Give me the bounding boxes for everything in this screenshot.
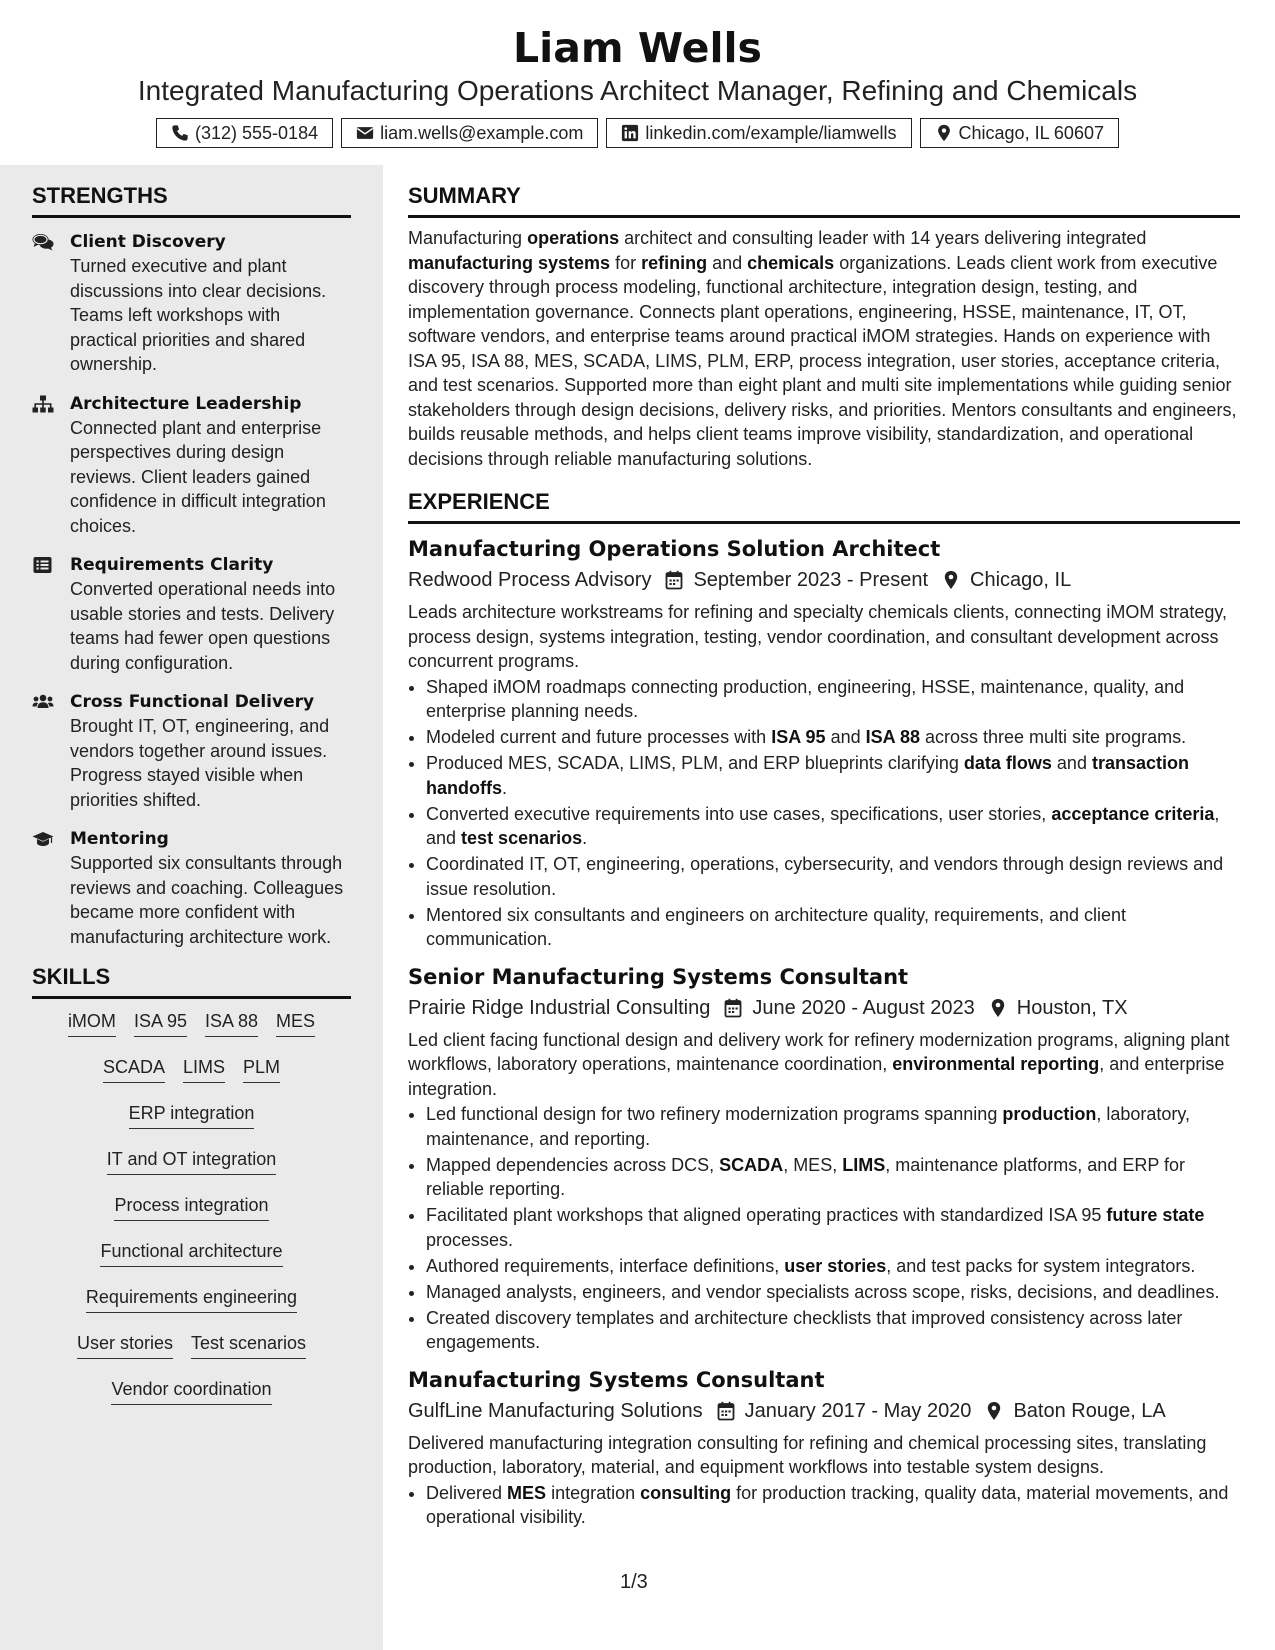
skill-tag: ERP integration	[129, 1101, 255, 1129]
skills-heading: SKILLS	[32, 964, 351, 999]
bold-text: LIMS	[842, 1154, 886, 1175]
list-alt-icon	[32, 556, 54, 574]
skill-tag: ISA 95	[134, 1009, 187, 1037]
skill-tag: Vendor coordination	[111, 1377, 271, 1405]
contact-location[interactable]	[920, 118, 1119, 148]
strengths-heading: STRENGTHS	[32, 183, 351, 218]
company-name: GulfLine Manufacturing Solutions	[408, 1399, 703, 1422]
text-run: processes.	[426, 1229, 514, 1250]
skill-tag: Functional architecture	[100, 1239, 282, 1267]
job-bullets	[408, 1102, 1240, 1355]
bullet-item	[426, 903, 1240, 952]
text-run: , MES,	[783, 1154, 843, 1175]
bold-text: ISA 88	[865, 727, 920, 747]
job-dates: June 2020 - August 2023	[752, 996, 975, 1019]
linkedin-icon	[621, 124, 639, 142]
job-title: Manufacturing Systems Consultant	[408, 1367, 825, 1392]
summary-heading: SUMMARY	[408, 183, 1240, 218]
job-entry	[408, 962, 1240, 1355]
sitemap-icon	[32, 395, 54, 413]
strength-name: Client Discovery	[70, 232, 226, 252]
skills-row	[42, 1101, 341, 1147]
skills-row	[42, 1239, 341, 1285]
text-run: Converted executive requirements into use cases, specifications, user stories,	[426, 803, 1052, 824]
bold-text: manufacturing systems	[408, 252, 611, 273]
bold-text: transaction handoffs	[426, 753, 1189, 798]
bold-text: test scenarios	[461, 828, 583, 848]
bullet-item	[426, 1254, 1240, 1279]
text-run: Mentored six consultants and engineers on architecture quality, requirements, and client communication.	[426, 904, 1127, 949]
job-meta	[408, 1395, 1240, 1427]
bold-text: future state	[1106, 1205, 1205, 1225]
text-run: Managed analysts, engineers, and vendor specialists across scope, risks, decisions, and deadlines.	[426, 1281, 1220, 1302]
skill-tag: MES	[276, 1009, 315, 1037]
experience-list	[408, 534, 1240, 1530]
strength-item	[32, 230, 351, 377]
text-run: for	[610, 252, 642, 273]
calendar-icon	[717, 1401, 735, 1421]
bullet-item	[426, 1203, 1240, 1252]
skill-tag: PLM	[243, 1055, 280, 1083]
text-run: Modeled current and future processes with	[426, 727, 772, 747]
bold-text: MES	[507, 1482, 547, 1503]
text-run: Shaped iMOM roadmaps connecting production, engineering, HSSE, maintenance, quality, and enterprise planning needs.	[426, 676, 1185, 721]
job-title: Manufacturing Operations Solution Architect	[408, 537, 941, 561]
envelope-icon	[356, 124, 374, 142]
text-run: and	[825, 727, 866, 747]
text-run: , and	[426, 803, 1220, 848]
job-meta	[408, 564, 1240, 596]
job-location: Baton Rouge, LA	[1013, 1399, 1166, 1422]
skill-tag: IT and OT integration	[107, 1147, 276, 1175]
text-run: Mapped dependencies across DCS,	[426, 1154, 720, 1175]
text-run: Delivered	[426, 1482, 508, 1503]
email-text: liam.wells@example.com	[380, 122, 584, 143]
skills-row	[42, 1009, 341, 1055]
strength-description: Brought IT, OT, engineering, and vendors together around issues. Progress stayed visible when priorities shifted.	[70, 716, 330, 810]
bold-text: environmental reporting	[892, 1054, 1100, 1074]
skill-tag: iMOM	[68, 1009, 116, 1037]
text-run: Led client facing functional design and delivery work for refinery modernization programs, aligning plant workflows, laboratory operations, maintenance coordination,	[408, 1029, 1230, 1074]
phone-icon	[171, 124, 189, 142]
strength-description: Turned executive and plant discussions into clear decisions. Teams left workshops with practical priorities and shared ownership.	[70, 256, 327, 374]
strength-description: Connected plant and enterprise perspectives during design reviews. Client leaders gained confidence in difficult integration choices.	[70, 417, 326, 536]
text-run: , and enterprise integration.	[408, 1054, 1225, 1099]
comments-icon	[32, 233, 54, 251]
skill-tag: LIMS	[183, 1055, 225, 1083]
bullet-item	[426, 675, 1240, 724]
strength-name: Cross Functional Delivery	[70, 692, 315, 712]
text-run: .	[502, 777, 508, 798]
skill-tag: Test scenarios	[191, 1331, 306, 1359]
page-number: 1/3	[620, 1571, 648, 1593]
text-run: Manufacturing	[408, 228, 528, 248]
text-run: Coordinated IT, OT, engineering, operations, cybersecurity, and vendors through design reviews and issue resolution.	[426, 854, 1224, 899]
bullet-item	[426, 1153, 1240, 1202]
bold-text: ISA 95	[771, 727, 826, 747]
job-dates: January 2017 - May 2020	[744, 1399, 972, 1422]
job-description	[408, 600, 1240, 674]
text-run: Facilitated plant workshops that aligned operating practices with standardized ISA 95	[426, 1205, 1107, 1225]
strength-name: Requirements Clarity	[70, 555, 274, 575]
job-bullets	[408, 675, 1240, 952]
skill-tag: ISA 88	[205, 1009, 258, 1037]
bold-text: production	[1002, 1104, 1097, 1124]
bullet-item	[426, 1481, 1240, 1530]
bold-text: data flows	[963, 753, 1052, 773]
strength-item	[32, 827, 351, 949]
text-run: .	[582, 828, 588, 848]
strength-item	[32, 553, 351, 675]
bullet-item	[426, 725, 1240, 750]
text-run: integration	[546, 1482, 641, 1503]
candidate-title: Integrated Manufacturing Operations Architect Manager, Refining and Chemicals	[137, 75, 1138, 106]
text-run: for production tracking, quality data, material movements, and operational visibility.	[426, 1482, 1229, 1527]
linkedin-text: linkedin.com/example/liamwells	[645, 122, 897, 143]
summary-text	[408, 226, 1240, 471]
text-run: Created discovery templates and architecture checklists that improved consistency across later engagements.	[426, 1307, 1183, 1352]
text-run: , laboratory, maintenance, and reporting.	[426, 1104, 1191, 1149]
bullet-item	[426, 852, 1240, 901]
job-description	[408, 1028, 1240, 1102]
calendar-icon	[724, 998, 742, 1018]
map-pin-icon	[989, 998, 1007, 1018]
text-run: , and test packs for system integrators.	[886, 1255, 1196, 1276]
bold-text: user stories	[784, 1255, 887, 1276]
contact-email[interactable]	[341, 118, 598, 148]
contact-linkedin[interactable]	[606, 118, 911, 148]
text-run: , maintenance platforms, and ERP for reliable reporting.	[426, 1154, 1186, 1199]
job-entry	[408, 534, 1240, 952]
strengths-list	[32, 230, 351, 949]
bullet-item	[426, 751, 1240, 800]
sidebar	[0, 165, 383, 1650]
strength-description: Supported six consultants through reviews and coaching. Colleagues became more confident with manufacturing architecture work.	[70, 853, 344, 947]
text-run: Leads architecture workstreams for refining and specialty chemicals clients, connecting iMOM strategy, process design, systems integration, testing, vendor coordination, and consultant development across concurrent programs.	[408, 602, 1228, 671]
skill-tag: SCADA	[103, 1055, 165, 1083]
text-run: organizations. Leads client work from executive discovery through process modeling, functional architecture, integration design, testing, and implementation governance. Connects plant operations, engineering, HSSE, maintenance, IT, OT, software vendors, and enterprise teams around practical iMOM strategies. Hands on experience with ISA 95, ISA 88, MES, SCADA, LIMS, PLM, ERP, process integration, user stories, acceptance criteria, and test scenarios. Supported more than eight plant and multi site implementations while guiding senior stakeholders through design decisions, delivery risks, and priorities. Mentors consultants and engineers, builds reusable methods, and helps client teams improve visibility, standardization, and operational decisions through reliable manufacturing solutions.	[408, 252, 1237, 469]
bullet-item	[426, 1306, 1240, 1355]
job-dates: September 2023 - Present	[693, 569, 929, 591]
company-name: Prairie Ridge Industrial Consulting	[408, 996, 711, 1019]
text-run: Authored requirements, interface definitions,	[426, 1255, 785, 1276]
strength-item	[32, 690, 351, 812]
text-run: and	[1051, 753, 1092, 773]
users-icon	[32, 693, 54, 711]
text-run: Delivered manufacturing integration consulting for refining and chemical processing sites, translating production, laboratory, material, and equipment workflows into testable system designs.	[408, 1432, 1207, 1477]
bold-text: consulting	[640, 1482, 732, 1503]
skills-row	[42, 1285, 341, 1331]
job-location: Houston, TX	[1016, 996, 1128, 1019]
job-meta	[408, 992, 1240, 1024]
map-pin-icon	[935, 124, 953, 142]
bullet-item	[426, 802, 1240, 851]
job-description	[408, 1431, 1240, 1480]
text-run: architect and consulting leader with 14 years delivering integrated	[619, 228, 1147, 248]
skills-row	[42, 1377, 341, 1423]
text-run: across three multi site programs.	[919, 727, 1187, 747]
strength-item	[32, 392, 351, 539]
skills-list	[32, 1009, 351, 1423]
skills-row	[42, 1193, 341, 1239]
contact-phone[interactable]	[156, 118, 333, 148]
company-name: Redwood Process Advisory	[408, 569, 652, 591]
strength-name: Architecture Leadership	[70, 393, 302, 414]
skill-tag: Process integration	[114, 1193, 268, 1221]
bold-text: chemicals	[747, 252, 835, 273]
contact-bar	[0, 118, 1275, 148]
bullet-item	[426, 1280, 1240, 1305]
bold-text: acceptance criteria	[1051, 803, 1215, 824]
main-content	[408, 165, 1240, 1531]
job-title: Senior Manufacturing Systems Consultant	[408, 964, 909, 989]
strength-description: Converted operational needs into usable stories and tests. Delivery teams had fewer open questions during configuration.	[70, 579, 336, 673]
map-pin-icon	[942, 570, 960, 590]
phone-text: (312) 555-0184	[195, 122, 319, 143]
job-bullets	[408, 1481, 1240, 1530]
skills-row	[42, 1331, 341, 1377]
text-run: Led functional design for two refinery modernization programs spanning	[426, 1104, 1003, 1124]
text-run: and	[707, 252, 748, 273]
location-text: Chicago, IL 60607	[958, 122, 1104, 143]
bold-text: operations	[527, 228, 620, 248]
skill-tag: User stories	[77, 1331, 173, 1359]
job-entry	[408, 1365, 1240, 1530]
text-run: Produced MES, SCADA, LIMS, PLM, and ERP blueprints clarifying	[426, 753, 964, 773]
bold-text: SCADA	[719, 1154, 784, 1175]
resume-header	[0, 0, 1275, 165]
bold-text: refining	[641, 252, 708, 273]
strength-name: Mentoring	[70, 829, 169, 849]
candidate-name: Liam Wells	[513, 24, 762, 72]
skill-tag: Requirements engineering	[86, 1285, 297, 1313]
map-pin-icon	[985, 1401, 1003, 1421]
graduation-cap-icon	[32, 830, 54, 848]
skills-row	[42, 1147, 341, 1193]
skills-row	[42, 1055, 341, 1101]
experience-heading: EXPERIENCE	[408, 489, 1240, 524]
bullet-item	[426, 1102, 1240, 1151]
calendar-icon	[665, 570, 683, 590]
job-location: Chicago, IL	[970, 569, 1072, 591]
